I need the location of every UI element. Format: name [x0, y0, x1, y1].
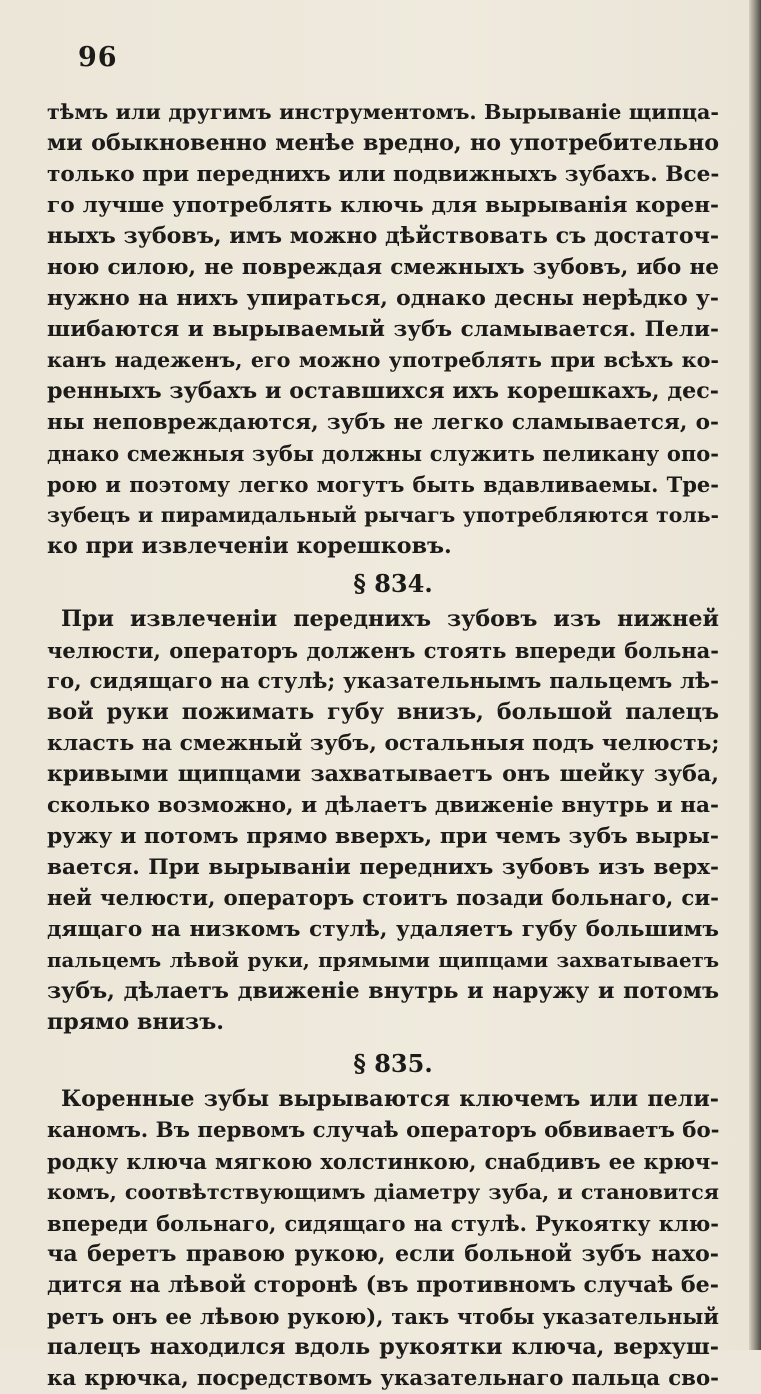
- text-line: прямо внизъ.: [47, 1009, 224, 1035]
- section-835-body: [47, 1084, 719, 1394]
- text-line: ны неповреждаются, зубъ не легко сламывается, о-: [47, 410, 719, 435]
- text-line: зубецъ и пирамидальный рычагъ употребляются толь-: [47, 503, 719, 527]
- text-line: го лучше употреблять ключь для вырыванія корен-: [47, 193, 719, 218]
- text-line: кривыми щипцами захватываетъ онъ шейку зуба,: [47, 761, 719, 787]
- text-line: впереди больнаго, сидящаго на стулѣ. Рукоятку клю-: [47, 1211, 719, 1236]
- text-line: рою и поэтому легко могутъ быть вдавливаемы. Тре-: [47, 472, 719, 497]
- text-line: нужно на нихъ упираться, однако десны нерѣдко у-: [47, 285, 719, 311]
- text-line: родку ключа мягкою холстинкою, снабдивъ ее крюч-: [47, 1149, 719, 1174]
- page-number: 96: [78, 42, 118, 73]
- section-heading-834: § 834.: [353, 569, 433, 598]
- text-line: вой руки пожимать губу внизъ, большой палецъ: [47, 699, 719, 725]
- text-line: класть на смежный зубъ, остальныя подъ челюсть;: [47, 730, 719, 756]
- text-line: палецъ находился вдоль рукоятки ключа, верхуш-: [47, 1334, 719, 1360]
- text-line: ретъ онъ ее лѣвою рукою), такъ чтобы указательный: [47, 1304, 719, 1329]
- text-line: ренныхъ зубахъ и оставшихся ихъ корешкахъ, дес-: [47, 378, 719, 404]
- text-line: При извлеченіи переднихъ зубовъ изъ нижней: [61, 606, 719, 632]
- text-line: ка крючка, посредствомъ указательнаго пальца сво-: [47, 1366, 719, 1391]
- text-line: дится на лѣвой сторонѣ (въ противномъ случаѣ бе-: [47, 1272, 719, 1298]
- text-line: только при переднихъ или подвижныхъ зубахъ. Все-: [47, 162, 719, 187]
- text-line: ко при извлеченіи корешковъ.: [47, 533, 452, 559]
- text-line: тѣмъ или другимъ инструментомъ. Вырываніе щипца-: [47, 100, 719, 124]
- page-text: [47, 97, 719, 1394]
- text-line: челюсти, операторъ долженъ стоять впереди больна-: [47, 638, 719, 663]
- text-line: днако смежныя зубы должны служить пеликану опо-: [47, 441, 719, 466]
- text-line: го, сидящаго на стулѣ; указательнымъ пальцемъ лѣ-: [47, 669, 719, 694]
- text-line: комъ, соотвѣтствующимъ діаметру зуба, и становится: [47, 1180, 719, 1204]
- text-line: ныхъ зубовъ, имъ можно дѣйствовать съ достаточ-: [47, 223, 719, 249]
- text-line: ча беретъ правою рукою, если больной зубъ нахо-: [47, 1241, 719, 1267]
- text-line: пальцемъ лѣвой руки, прямыми щипцами захватываетъ: [47, 948, 719, 972]
- text-line: ружу и потомъ прямо вверхъ, при чемъ зубъ выры-: [47, 823, 719, 849]
- text-line: вается. При вырываніи переднихъ зубовъ изъ верх-: [47, 855, 719, 880]
- text-line: ною силою, не повреждая смежныхъ зубовъ, ибо не: [47, 255, 719, 280]
- text-line: дящаго на низкомъ стулѣ, удаляетъ губу большимъ: [47, 917, 719, 942]
- text-line: ми обыкновенно менѣе вредно, но употребительно: [47, 130, 719, 156]
- paragraph-1: [47, 97, 719, 562]
- text-line: зубъ, дѣлаетъ движеніе внутрь и наружу и потомъ: [47, 978, 719, 1004]
- text-line: сколько возможно, и дѣлаетъ движеніе внутрь и на-: [47, 793, 719, 818]
- text-line: шибаются и вырываемый зубъ сламывается. Пели-: [47, 317, 719, 342]
- page-binding-edge: [749, 0, 761, 1350]
- text-line: Коренные зубы вырываются ключемъ или пели-: [61, 1086, 719, 1112]
- text-line: ней челюсти, операторъ стоитъ позади больнаго, си-: [47, 886, 719, 911]
- section-heading-835: § 835.: [353, 1049, 433, 1078]
- text-line: канъ надеженъ, его можно употреблять при всѣхъ ко-: [47, 348, 719, 372]
- text-line: каномъ. Въ первомъ случаѣ операторъ обвиваетъ бо-: [47, 1118, 719, 1143]
- section-834-body: [47, 604, 719, 1038]
